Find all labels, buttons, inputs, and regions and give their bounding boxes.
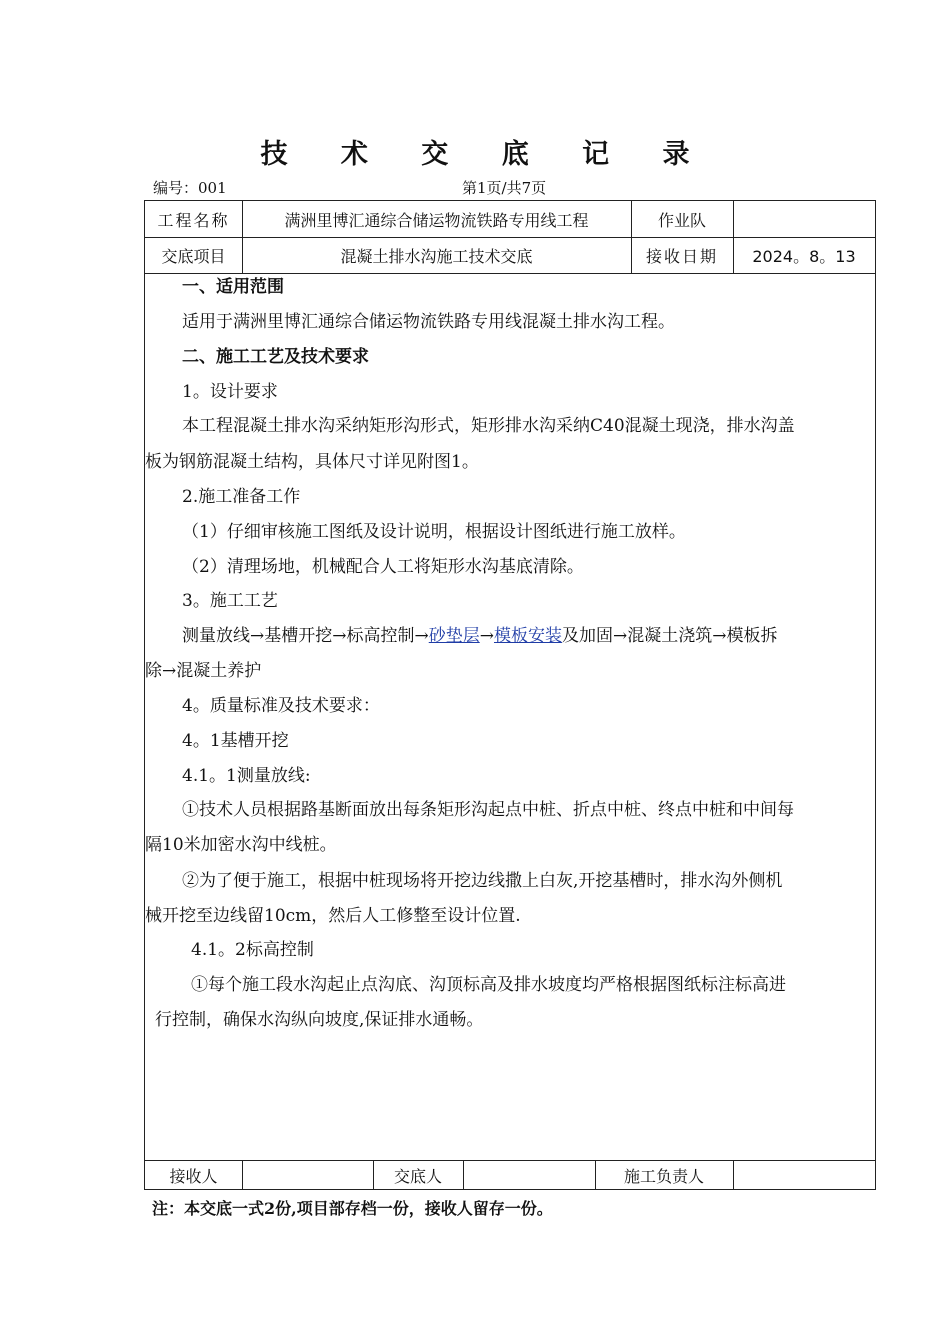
elevation-item-1-line-2: 行控制，确保水沟纵向坡度,保证排水通畅。 <box>155 1010 484 1030</box>
section-1-text: 适用于满洲里博汇通综合储运物流铁路专用线混凝土排水沟工程。 <box>182 312 675 332</box>
elevation-title: 4.1。2标高控制 <box>191 940 314 960</box>
footnote: 注：本交底一式2份,项目部存档一份，接收人留存一份。 <box>152 1199 553 1218</box>
prep-title: 2.施工准备工作 <box>182 487 301 507</box>
elevation-item-1-line-1: ①每个施工段水沟起止点沟底、沟顶标高及排水坡度均严格根据图纸标注标高进 <box>191 975 786 995</box>
team-label: 作业队 <box>657 210 706 230</box>
survey-item-1-line-1: ①技术人员根据路基断面放出每条矩形沟起点中桩、折点中桩、终点中桩和中间每 <box>182 800 794 820</box>
quality-title: 4。质量标准及技术要求： <box>182 696 380 716</box>
design-line-1: 本工程混凝土排水沟采纳矩形沟形式，矩形排水沟采纳C40混凝土现浇，排水沟盖 <box>182 416 795 436</box>
process-flow-text: 及加固→混凝土浇筑→模板拆 <box>561 626 778 646</box>
process-flow-line-1 <box>182 625 777 647</box>
document-title: 技 术 交 底 记 录 <box>260 139 712 170</box>
process-flow-line-2: 除→混凝土养护 <box>145 661 262 681</box>
item-label: 交底项目 <box>161 246 226 266</box>
prep-item-1: （1）仔细审核施工图纸及设计说明，根据设计图纸进行施工放样。 <box>182 522 686 542</box>
project-name-label: 工程名称 <box>157 210 230 230</box>
process-title: 3。施工工艺 <box>182 591 278 611</box>
leader-label: 施工负责人 <box>623 1166 704 1186</box>
trench-title: 4。1基槽开挖 <box>182 731 289 751</box>
sand-cushion-link[interactable]: 砂垫层 <box>428 626 480 646</box>
team-value[interactable] <box>733 201 875 237</box>
document-number: 编号：001 <box>153 179 227 197</box>
survey-item-2-line-2: 械开挖至边线留10cm，然后人工修整至设计位置. <box>145 906 521 926</box>
record-table <box>144 200 876 1190</box>
giver-label: 交底人 <box>393 1166 442 1186</box>
section-1-title: 一、适用范围 <box>182 277 284 297</box>
receiver-label: 接收人 <box>169 1166 218 1186</box>
item-value: 混凝土排水沟施工技术交底 <box>340 246 533 266</box>
section-2-title: 二、施工工艺及技术要求 <box>182 347 369 367</box>
prep-item-2: （2）清理场地，机械配合人工将矩形水沟基底清除。 <box>182 557 584 577</box>
row-divider <box>145 273 875 274</box>
receiver-value[interactable] <box>242 1160 373 1190</box>
process-flow-arrow: → <box>479 626 494 646</box>
date-label: 接收日期 <box>645 246 718 266</box>
design-title: 1。设计要求 <box>182 382 278 402</box>
leader-value[interactable] <box>733 1160 875 1190</box>
project-name-value: 满洲里博汇通综合储运物流铁路专用线工程 <box>284 210 589 230</box>
survey-item-2-line-1: ②为了便于施工，根据中桩现场将开挖边线撒上白灰,开挖基槽时，排水沟外侧机 <box>182 871 783 891</box>
process-flow-text: 测量放线→基槽开挖→标高控制→ <box>182 626 429 646</box>
survey-title: 4.1。1测量放线: <box>182 766 311 786</box>
giver-value[interactable] <box>463 1160 595 1190</box>
date-value: 2024。8。13 <box>752 246 856 266</box>
survey-item-1-line-2: 隔10米加密水沟中线桩。 <box>145 835 337 855</box>
page-indicator: 第1页/共7页 <box>462 179 547 197</box>
design-line-2: 板为钢筋混凝土结构，具体尺寸详见附图1。 <box>145 452 479 472</box>
formwork-install-link[interactable]: 模板安装 <box>493 626 562 646</box>
